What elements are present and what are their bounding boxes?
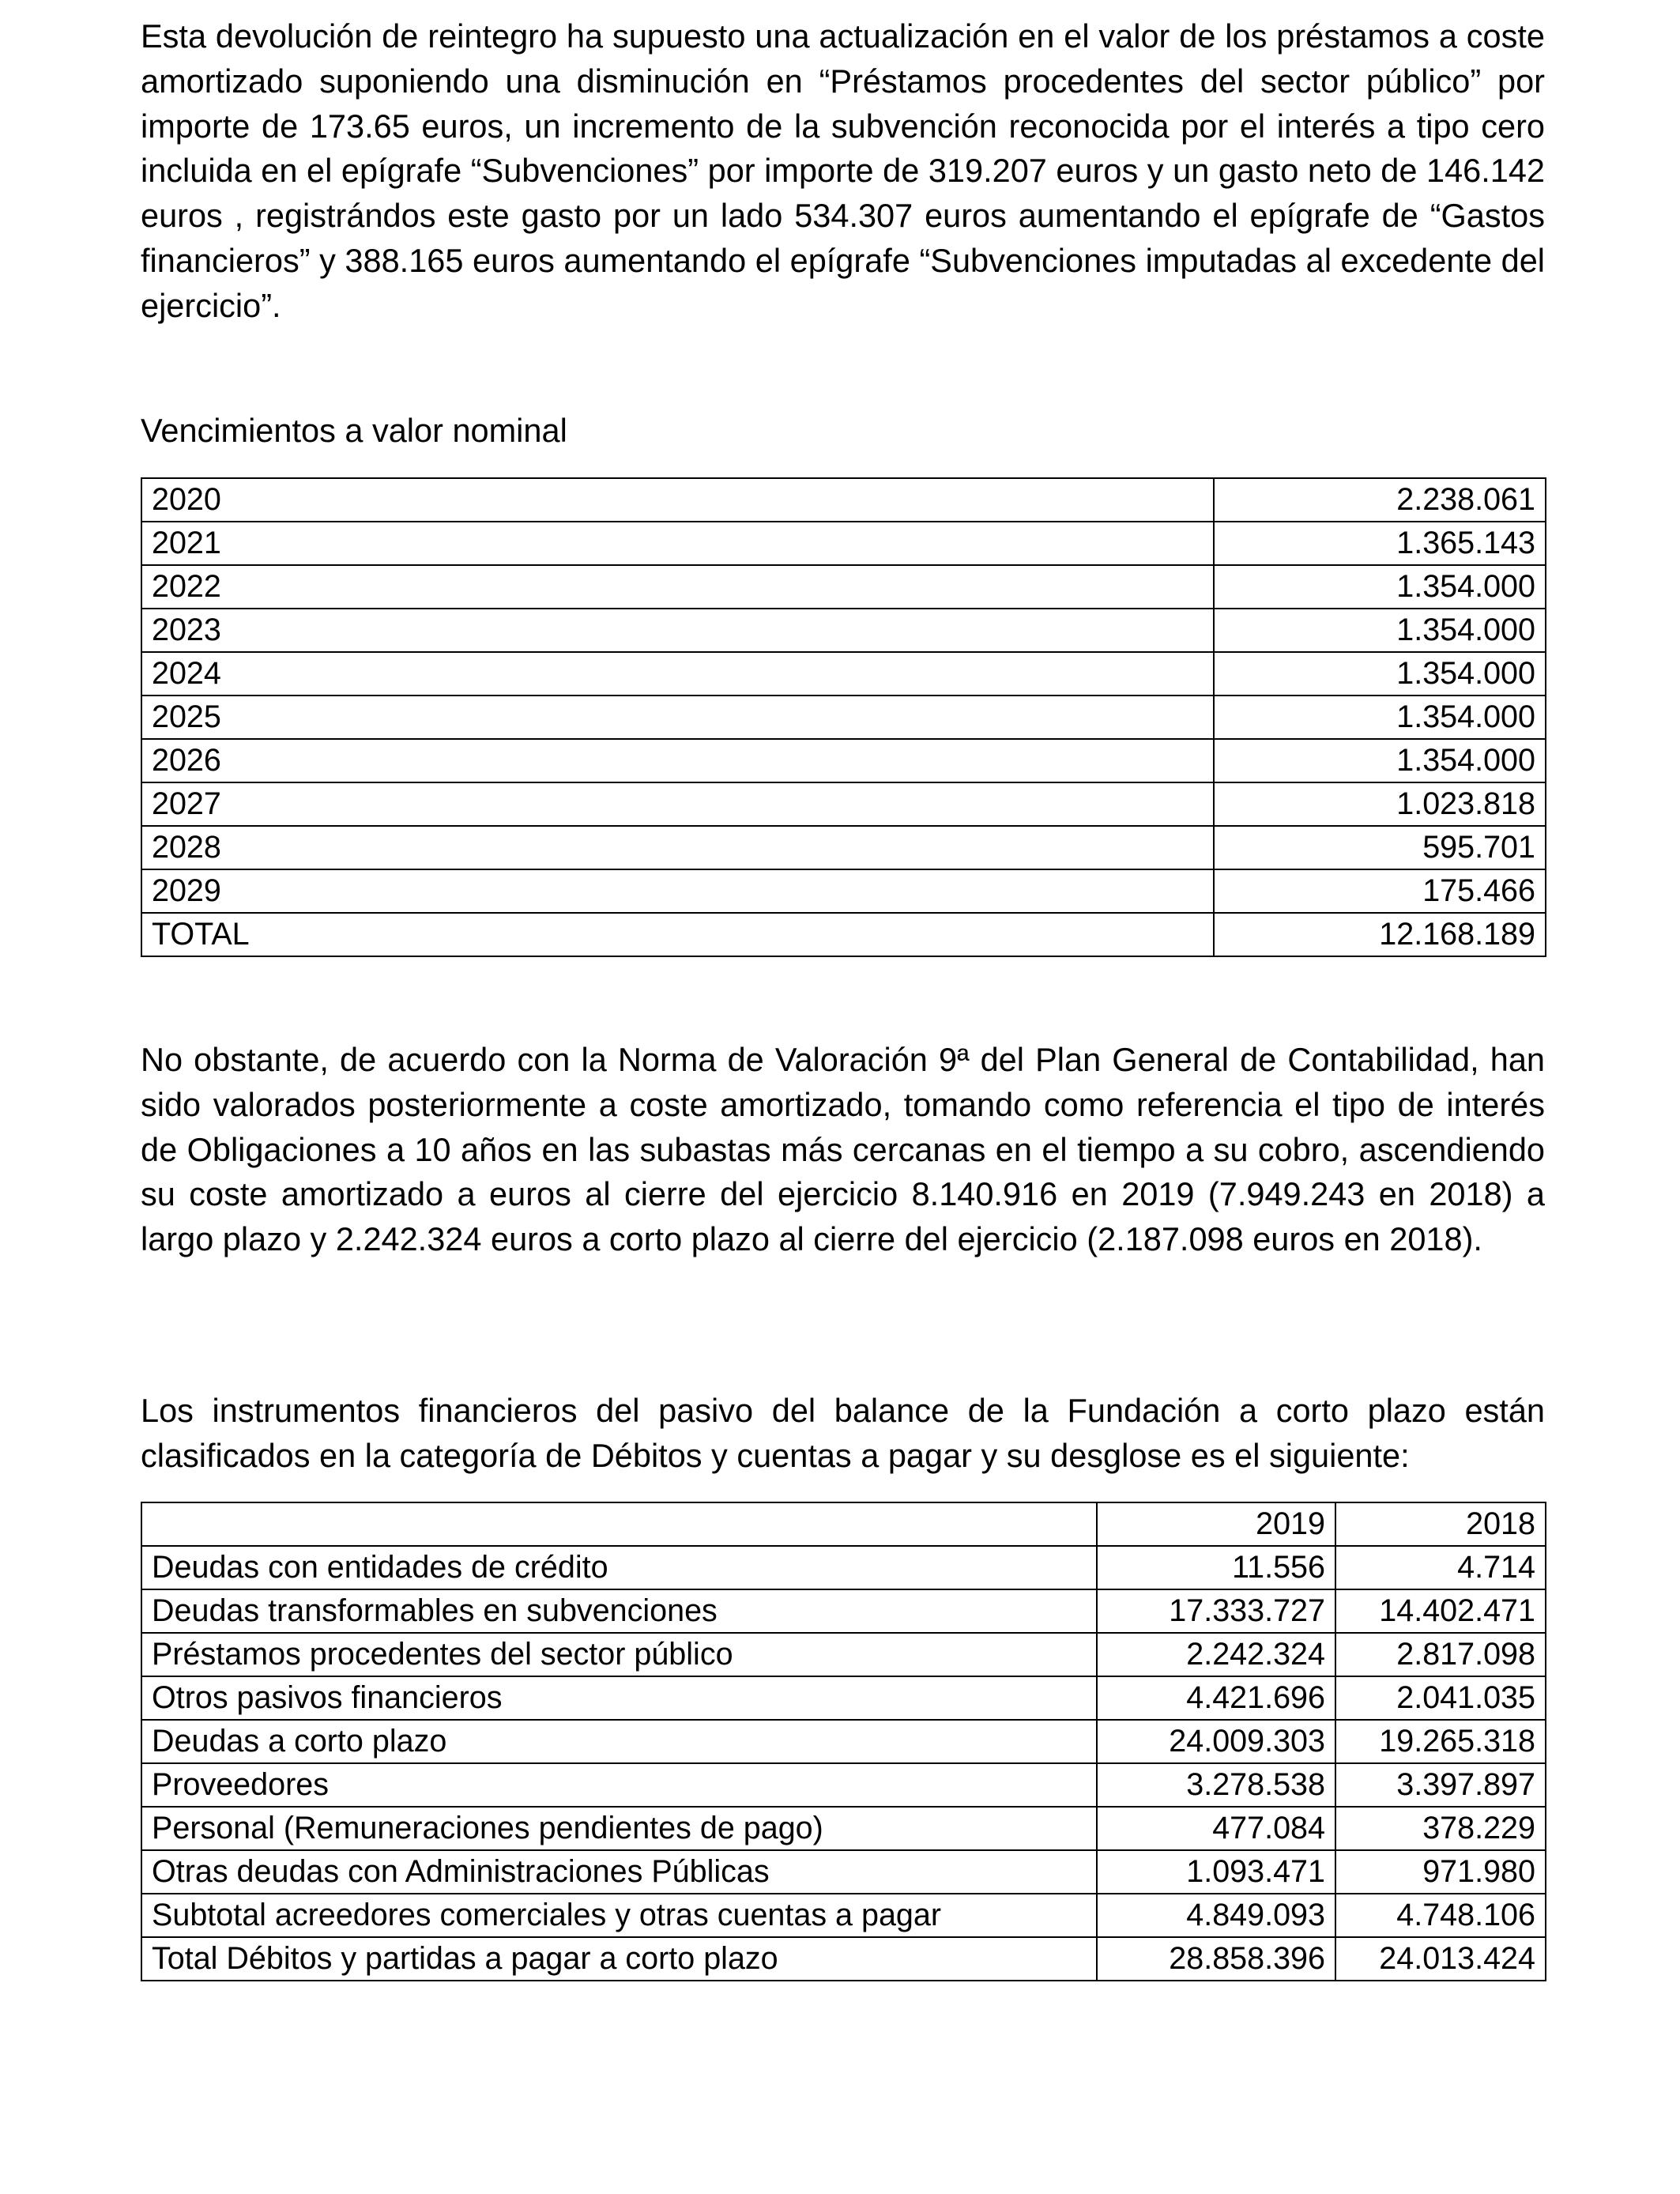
amount-cell: 1.365.143 xyxy=(1214,522,1546,565)
table-row xyxy=(141,1894,1546,1937)
value-2019-cell: 4.849.093 xyxy=(1097,1894,1335,1937)
paragraph-instrumentos: Los instrumentos financieros del pasivo del balance de la Fundación a corto plazo están clasificados en la categoría de Débitos y cuentas a pagar y su desglose es el siguiente: xyxy=(141,1392,1545,1474)
debitos-table xyxy=(141,1502,1546,1981)
value-2019-cell: 4.421.696 xyxy=(1097,1676,1335,1720)
amount-cell: 1.354.000 xyxy=(1214,652,1546,696)
amount-cell: 1.354.000 xyxy=(1214,739,1546,782)
year-cell: 2025 xyxy=(141,696,1214,739)
value-2018-cell: 4.748.106 xyxy=(1335,1894,1546,1937)
table-row xyxy=(141,1589,1546,1633)
value-2018-cell: 19.265.318 xyxy=(1335,1720,1546,1763)
vencimientos-heading: Vencimientos a valor nominal xyxy=(141,412,567,449)
header-row xyxy=(141,1502,1546,1546)
value-2018-cell: 378.229 xyxy=(1335,1807,1546,1850)
table-row xyxy=(141,869,1546,913)
row-label-cell: Otros pasivos financieros xyxy=(141,1676,1097,1720)
vencimientos-table xyxy=(141,477,1546,957)
row-label-cell: Deudas con entidades de crédito xyxy=(141,1546,1097,1589)
value-2018-cell: 24.013.424 xyxy=(1335,1937,1546,1981)
year-cell: 2021 xyxy=(141,522,1214,565)
row-label-cell: Otras deudas con Administraciones Públicas xyxy=(141,1850,1097,1894)
amount-cell: 1.354.000 xyxy=(1214,696,1546,739)
paragraph-reintegro: Esta devolución de reintegro ha supuesto una actualización en el valor de los préstamos a coste amortizado suponiendo una disminución en “Préstamos procedentes del sector público” por importe de 173.65 euros, un incremento de la subvención reconocida por el interés a tipo cero incluida en el epígrafe “Subvenciones” por importe de 319.207 euros y un gasto neto de 146.142 euros , registrándos este gasto por un lado 534.307 euros aumentando el epígrafe de “Gastos financieros” y 388.165 euros aumentando el epígrafe “Subvenciones imputadas al excedente del ejercicio”. xyxy=(141,17,1545,324)
total-row xyxy=(141,1937,1546,1981)
value-2019-cell: 17.333.727 xyxy=(1097,1589,1335,1633)
row-label-cell: Deudas transformables en subvenciones xyxy=(141,1589,1097,1633)
year-cell: 2024 xyxy=(141,652,1214,696)
table-row xyxy=(141,1720,1546,1763)
table-row xyxy=(141,609,1546,652)
value-2018-cell: 2.041.035 xyxy=(1335,1676,1546,1720)
row-label-cell: Total Débitos y partidas a pagar a corto plazo xyxy=(141,1937,1097,1981)
row-label-cell: Préstamos procedentes del sector público xyxy=(141,1633,1097,1676)
amount-cell: 2.238.061 xyxy=(1214,478,1546,522)
total-row xyxy=(141,913,1546,956)
year-cell: 2020 xyxy=(141,478,1214,522)
year-cell: 2029 xyxy=(141,869,1214,913)
table-row xyxy=(141,1676,1546,1720)
value-2019-cell: 2.242.324 xyxy=(1097,1633,1335,1676)
value-2018-cell: 971.980 xyxy=(1335,1850,1546,1894)
value-2018-cell: 4.714 xyxy=(1335,1546,1546,1589)
value-2019-cell: 11.556 xyxy=(1097,1546,1335,1589)
table-row xyxy=(141,652,1546,696)
amount-cell: 175.466 xyxy=(1214,869,1546,913)
total-amount-cell: 12.168.189 xyxy=(1214,913,1546,956)
paragraph-coste-amortizado: No obstante, de acuerdo con la Norma de Valoración 9ª del Plan General de Contabilidad, han sido valorados posteriormente a coste amortizado, tomando como referencia el tipo de interés de Obligaciones a 10 años en las subastas más cercanas en el tiempo a su cobro, ascendiendo su coste amortizado a euros al cierre del ejercicio 8.140.916 en 2019 (7.949.243 en 2018) a largo plazo y 2.242.324 euros a corto plazo al cierre del ejercicio (2.187.098 euros en 2018). xyxy=(141,1041,1545,1258)
row-label-cell: Proveedores xyxy=(141,1763,1097,1807)
total-label-cell: TOTAL xyxy=(141,913,1214,956)
table-row xyxy=(141,1850,1546,1894)
row-label-cell: Subtotal acreedores comerciales y otras cuentas a pagar xyxy=(141,1894,1097,1937)
year-cell: 2028 xyxy=(141,826,1214,869)
year-cell: 2026 xyxy=(141,739,1214,782)
value-2019-cell: 28.858.396 xyxy=(1097,1937,1335,1981)
amount-cell: 1.354.000 xyxy=(1214,565,1546,609)
table-row xyxy=(141,782,1546,826)
value-2019-cell: 1.093.471 xyxy=(1097,1850,1335,1894)
value-2018-cell: 3.397.897 xyxy=(1335,1763,1546,1807)
table-row xyxy=(141,1763,1546,1807)
year-cell: 2023 xyxy=(141,609,1214,652)
table-row xyxy=(141,739,1546,782)
year-cell: 2027 xyxy=(141,782,1214,826)
table-row xyxy=(141,1807,1546,1850)
year-cell: 2022 xyxy=(141,565,1214,609)
table-row xyxy=(141,478,1546,522)
amount-cell: 1.354.000 xyxy=(1214,609,1546,652)
table-row xyxy=(141,565,1546,609)
header-2019-cell: 2019 xyxy=(1097,1502,1335,1546)
row-label-cell: Personal (Remuneraciones pendientes de pago) xyxy=(141,1807,1097,1850)
table-row xyxy=(141,1546,1546,1589)
table-row xyxy=(141,522,1546,565)
value-2018-cell: 14.402.471 xyxy=(1335,1589,1546,1633)
value-2019-cell: 477.084 xyxy=(1097,1807,1335,1850)
header-label-cell xyxy=(141,1502,1097,1546)
table-row xyxy=(141,1633,1546,1676)
row-label-cell: Deudas a corto plazo xyxy=(141,1720,1097,1763)
value-2018-cell: 2.817.098 xyxy=(1335,1633,1546,1676)
header-2018-cell: 2018 xyxy=(1335,1502,1546,1546)
table-row xyxy=(141,696,1546,739)
table-row xyxy=(141,826,1546,869)
amount-cell: 595.701 xyxy=(1214,826,1546,869)
amount-cell: 1.023.818 xyxy=(1214,782,1546,826)
value-2019-cell: 3.278.538 xyxy=(1097,1763,1335,1807)
value-2019-cell: 24.009.303 xyxy=(1097,1720,1335,1763)
